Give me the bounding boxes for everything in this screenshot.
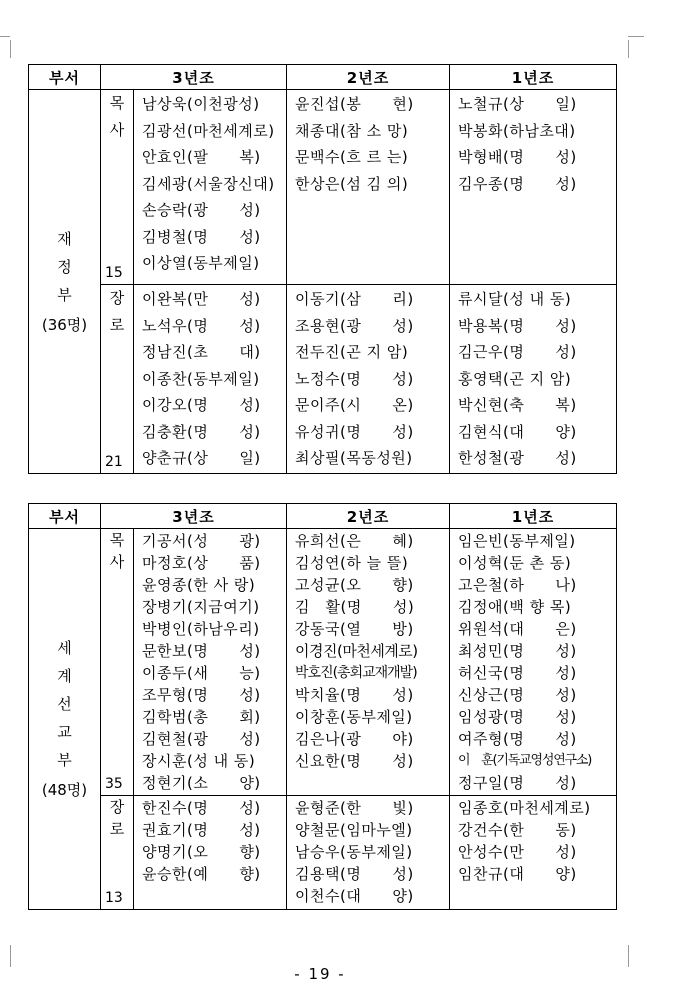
member-name: 김정애(백 향 목) (458, 598, 572, 616)
member-name: 윤승한(예 향) (142, 865, 261, 883)
header-row (29, 65, 617, 90)
role-cell (101, 529, 134, 796)
member-name: 한진수(명 성) (142, 799, 261, 817)
names-year3 (134, 285, 287, 474)
header-year2: 2년조 (287, 504, 450, 529)
member-name: 이상열(동부제일) (142, 254, 260, 272)
member-name: 정현기(소 양) (142, 774, 261, 792)
member-name: 이창훈(동부제일) (295, 708, 413, 726)
member-name: 양철문(임마누엘) (295, 821, 413, 839)
member-name: 이강오(명 성) (142, 396, 261, 414)
names-year1 (450, 285, 617, 474)
member-name: 문백수(흐 르 는) (295, 148, 409, 166)
crop-mark (628, 945, 629, 967)
names-year2 (287, 529, 450, 796)
member-name: 윤형준(한 빛) (295, 799, 414, 817)
role-char: 목 (109, 531, 125, 549)
group-count: 13 (105, 890, 123, 906)
names-year3 (134, 90, 287, 285)
finance-dept-table (28, 64, 617, 474)
member-name: 김우종(명 성) (458, 174, 577, 193)
member-name: 김근우(명 성) (458, 343, 577, 361)
header-year2: 2년조 (287, 65, 450, 90)
group-count: 35 (105, 776, 123, 792)
member-name: 손승락(광 성) (142, 201, 261, 219)
member-name: 장시훈(성 내 동) (142, 752, 256, 770)
page-number: - 19 - (294, 965, 346, 983)
member-name: 장병기(지금여기) (142, 598, 260, 616)
member-name: 안효인(팔 복) (142, 148, 261, 166)
role-char: 로 (109, 315, 125, 334)
table-row (29, 90, 617, 285)
member-name: 고성균(오 향) (295, 576, 414, 594)
crop-mark (10, 945, 11, 967)
member-name: 마정호(상 품) (142, 554, 261, 572)
dept-name-char: 선 (57, 695, 72, 713)
group-count: 15 (105, 265, 123, 281)
member-name: 김 활(명 성) (295, 598, 415, 616)
member-name: 이천수(대 양) (295, 887, 414, 905)
member-name: 박봉화(하남초대) (458, 121, 576, 140)
member-name: 정구일(명 성) (458, 774, 577, 792)
member-name: 김광선(마천세계로) (142, 121, 275, 140)
member-name: 허신국(명 성) (458, 664, 577, 682)
member-name: 김은나(광 야) (295, 730, 414, 748)
header-year3: 3년조 (101, 65, 287, 90)
member-name: 고은철(하 나) (458, 576, 577, 594)
dept-name-char: 재 (57, 229, 72, 248)
role-char: 목 (109, 94, 125, 112)
member-name: 이성혁(둔 촌 동) (458, 554, 572, 572)
member-name: 김세광(서울장신대) (142, 174, 275, 193)
dept-name-char: 정 (57, 257, 72, 276)
member-name: 최상필(목동성원) (295, 449, 413, 467)
dept-name-cell (29, 529, 101, 910)
dept-name-char: 교 (57, 723, 72, 741)
dept-count: (48명) (41, 781, 88, 799)
names-year3 (134, 529, 287, 796)
dept-name-char: 계 (57, 667, 72, 685)
dept-count: (36명) (41, 315, 88, 334)
member-name: 신상근(명 성) (458, 686, 577, 704)
member-name: 윤진섭(봉 현) (295, 95, 414, 113)
member-name: 채종대(참 소 망) (295, 121, 409, 140)
member-name: 김병철(명 성) (142, 227, 261, 246)
role-char: 로 (109, 820, 125, 838)
header-dept: 부서 (29, 65, 101, 90)
dept-name-char: 세 (57, 639, 72, 657)
role-char: 장 (109, 798, 125, 816)
member-name: 임성광(명 성) (458, 708, 577, 726)
dept-name-char: 부 (57, 285, 72, 304)
member-name: 홍영택(곤 지 암) (458, 369, 572, 388)
header-row (29, 504, 617, 529)
member-name: 노석우(명 성) (142, 316, 261, 335)
world-mission-dept-table (28, 503, 617, 910)
member-name: 이 훈(기독교영성연구소) (458, 753, 592, 768)
crop-mark (10, 40, 11, 58)
member-name: 남상욱(이천광성) (142, 95, 260, 113)
member-name: 유성귀(명 성) (295, 422, 414, 441)
member-name: 이종두(새 능) (142, 664, 261, 682)
member-name: 최성민(명 성) (458, 642, 577, 660)
member-name: 임종호(마천세계로) (458, 799, 591, 817)
role-char: 사 (109, 553, 125, 571)
header-dept: 부서 (29, 504, 101, 529)
member-name: 노철규(상 일) (458, 95, 577, 113)
member-name: 임은빈(동부제일) (458, 532, 576, 550)
dept-name-cell (29, 90, 101, 474)
header-year1: 1년조 (450, 65, 617, 90)
member-name: 위원석(대 은) (458, 620, 577, 638)
member-name: 김성연(하 늘 뜰) (295, 554, 409, 572)
member-name: 노정수(명 성) (295, 369, 414, 388)
member-name: 박병인(하남우리) (142, 620, 260, 638)
dept-name-char: 부 (57, 751, 72, 769)
member-name: 문이주(시 온) (295, 396, 414, 414)
member-name: 유희선(은 혜) (295, 532, 414, 550)
member-name: 김충환(명 성) (142, 422, 261, 441)
member-name: 조용현(광 성) (295, 316, 414, 335)
member-name: 김현식(대 양) (458, 422, 577, 441)
member-name: 신요한(명 성) (295, 752, 414, 770)
member-name: 류시달(성 내 동) (458, 290, 572, 308)
member-name: 박호진(총회교재개발) (295, 665, 417, 681)
member-name: 양명기(오 향) (142, 843, 261, 861)
role-char: 사 (109, 120, 125, 139)
member-name: 박치율(명 성) (295, 686, 414, 704)
member-name: 이종찬(동부제일) (142, 369, 260, 388)
names-year1 (450, 529, 617, 796)
names-year1 (450, 796, 617, 910)
member-name: 권효기(명 성) (142, 821, 261, 839)
crop-mark (628, 40, 629, 58)
names-year3 (134, 796, 287, 910)
member-name: 강건수(한 동) (458, 821, 577, 839)
member-name: 이경진(마천세계로) (295, 642, 418, 660)
member-name: 문한보(명 성) (142, 642, 261, 660)
role-cell (101, 285, 134, 474)
role-char: 장 (109, 289, 125, 307)
member-name: 정남진(초 대) (142, 343, 261, 361)
member-name: 양춘규(상 일) (142, 449, 261, 467)
member-name: 기공서(성 광) (142, 532, 261, 550)
member-name: 임찬규(대 양) (458, 865, 577, 883)
names-year2 (287, 796, 450, 910)
names-year1 (450, 90, 617, 285)
member-name: 이완복(만 성) (142, 290, 261, 308)
table-row (29, 529, 617, 796)
member-name: 박신현(축 복) (458, 396, 577, 414)
member-name: 박용복(명 성) (458, 316, 577, 335)
crop-mark (0, 36, 10, 37)
header-year3: 3년조 (101, 504, 287, 529)
member-name: 윤영종(한 사 랑) (142, 576, 256, 594)
names-year2 (287, 90, 450, 285)
member-name: 조무형(명 성) (142, 686, 261, 704)
table-row (29, 796, 617, 910)
member-name: 이동기(삼 리) (295, 290, 414, 308)
member-name: 한성철(광 성) (458, 449, 577, 467)
crop-mark (628, 36, 644, 37)
member-name: 박형배(명 성) (458, 148, 577, 166)
member-name: 한상은(섬 김 의) (295, 174, 409, 193)
member-name: 김학범(총 회) (142, 708, 261, 726)
member-name: 남승우(동부제일) (295, 843, 413, 861)
member-name: 안성수(만 성) (458, 843, 577, 861)
names-year2 (287, 285, 450, 474)
member-name: 김현철(광 성) (142, 730, 261, 748)
member-name: 여주형(명 성) (458, 730, 577, 748)
role-cell (101, 796, 134, 910)
role-cell (101, 90, 134, 285)
member-name: 강동국(열 방) (295, 620, 414, 638)
table-row (29, 285, 617, 474)
header-year1: 1년조 (450, 504, 617, 529)
member-name: 전두진(곤 지 암) (295, 343, 409, 361)
group-count: 21 (105, 454, 123, 470)
member-name: 김용택(명 성) (295, 865, 414, 883)
